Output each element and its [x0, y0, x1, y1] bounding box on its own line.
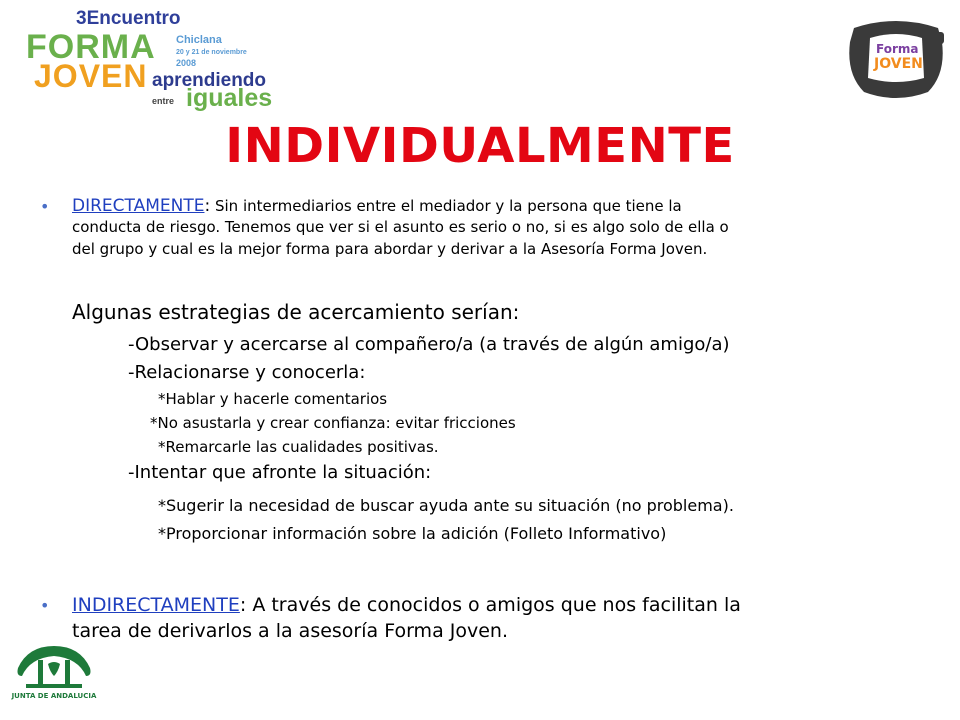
bullet1-line3: del grupo y cual es la mejor forma para abordar y derivar a la Asesoría Forma Joven. — [72, 240, 708, 258]
logo-edition: 3Encuentro — [76, 8, 181, 29]
junta-label: JUNTA DE ANDALUCIA — [11, 692, 97, 700]
bullet2-line1 — [72, 594, 741, 616]
badge-text-joven: JOVEN — [874, 56, 923, 72]
slide-title: INDIVIDUALMENTE — [225, 118, 735, 174]
logo-tagline-iguales: iguales — [186, 84, 273, 112]
event-logo — [18, 8, 286, 112]
strategy-relate-sub2: *No asustarla y crear confianza: evitar fricciones — [150, 414, 516, 432]
strategy-observe: -Observar y acercarse al compañero/a (a través de algún amigo/a) — [128, 334, 730, 355]
strategy-relate-sub1: *Hablar y hacerle comentarios — [158, 390, 388, 408]
indirectamente-link[interactable]: INDIRECTAMENTE — [72, 594, 240, 616]
logo-word-joven: JOVEN — [34, 58, 148, 94]
junta-andalucia-logo — [8, 642, 100, 714]
bullet1-line1 — [72, 196, 682, 216]
bullet1-colon: : — [204, 196, 211, 216]
bullet-marker: • — [40, 596, 50, 615]
logo-tagline-entre: entre — [152, 96, 175, 106]
bullet-marker: • — [40, 197, 50, 216]
strategy-relate-sub3: *Remarcarle las cualidades positivas. — [158, 438, 439, 456]
junta-emblem-icon — [8, 642, 100, 692]
strategy-confront: -Intentar que afronte la situación: — [128, 462, 432, 483]
bullet1-line1-text: Sin intermediarios entre el mediador y la persona que tiene la — [210, 197, 682, 215]
directamente-link[interactable]: DIRECTAMENTE — [72, 196, 205, 216]
bullet2-line1-text: : A través de conocidos o amigos que nos facilitan la — [239, 594, 741, 616]
bullet2-line2: tarea de derivarlos a la asesoría Forma Joven. — [72, 620, 508, 642]
logo-year: 2008 — [176, 58, 197, 68]
forma-joven-badge — [842, 12, 950, 102]
bullet1-line2: conducta de riesgo. Tenemos que ver si el asunto es serio o no, si es algo solo de ella o — [72, 218, 729, 236]
logo-dates: 20 y 21 de noviembre — [176, 49, 247, 56]
strategy-confront-sub1: *Sugerir la necesidad de buscar ayuda ante su situación (no problema). — [158, 496, 734, 515]
logo-place: Chiclana — [176, 34, 222, 46]
strategies-heading: Algunas estrategias de acercamiento serían: — [72, 300, 520, 324]
logo-word-forma: FORMA — [26, 28, 156, 66]
strategy-confront-sub2: *Proporcionar información sobre la adición (Folleto Informativo) — [158, 524, 667, 543]
badge-text-forma: Forma — [876, 42, 919, 56]
logo-tagline-aprendiendo: aprendiendo — [152, 70, 267, 91]
strategy-relate: -Relacionarse y conocerla: — [128, 362, 366, 383]
